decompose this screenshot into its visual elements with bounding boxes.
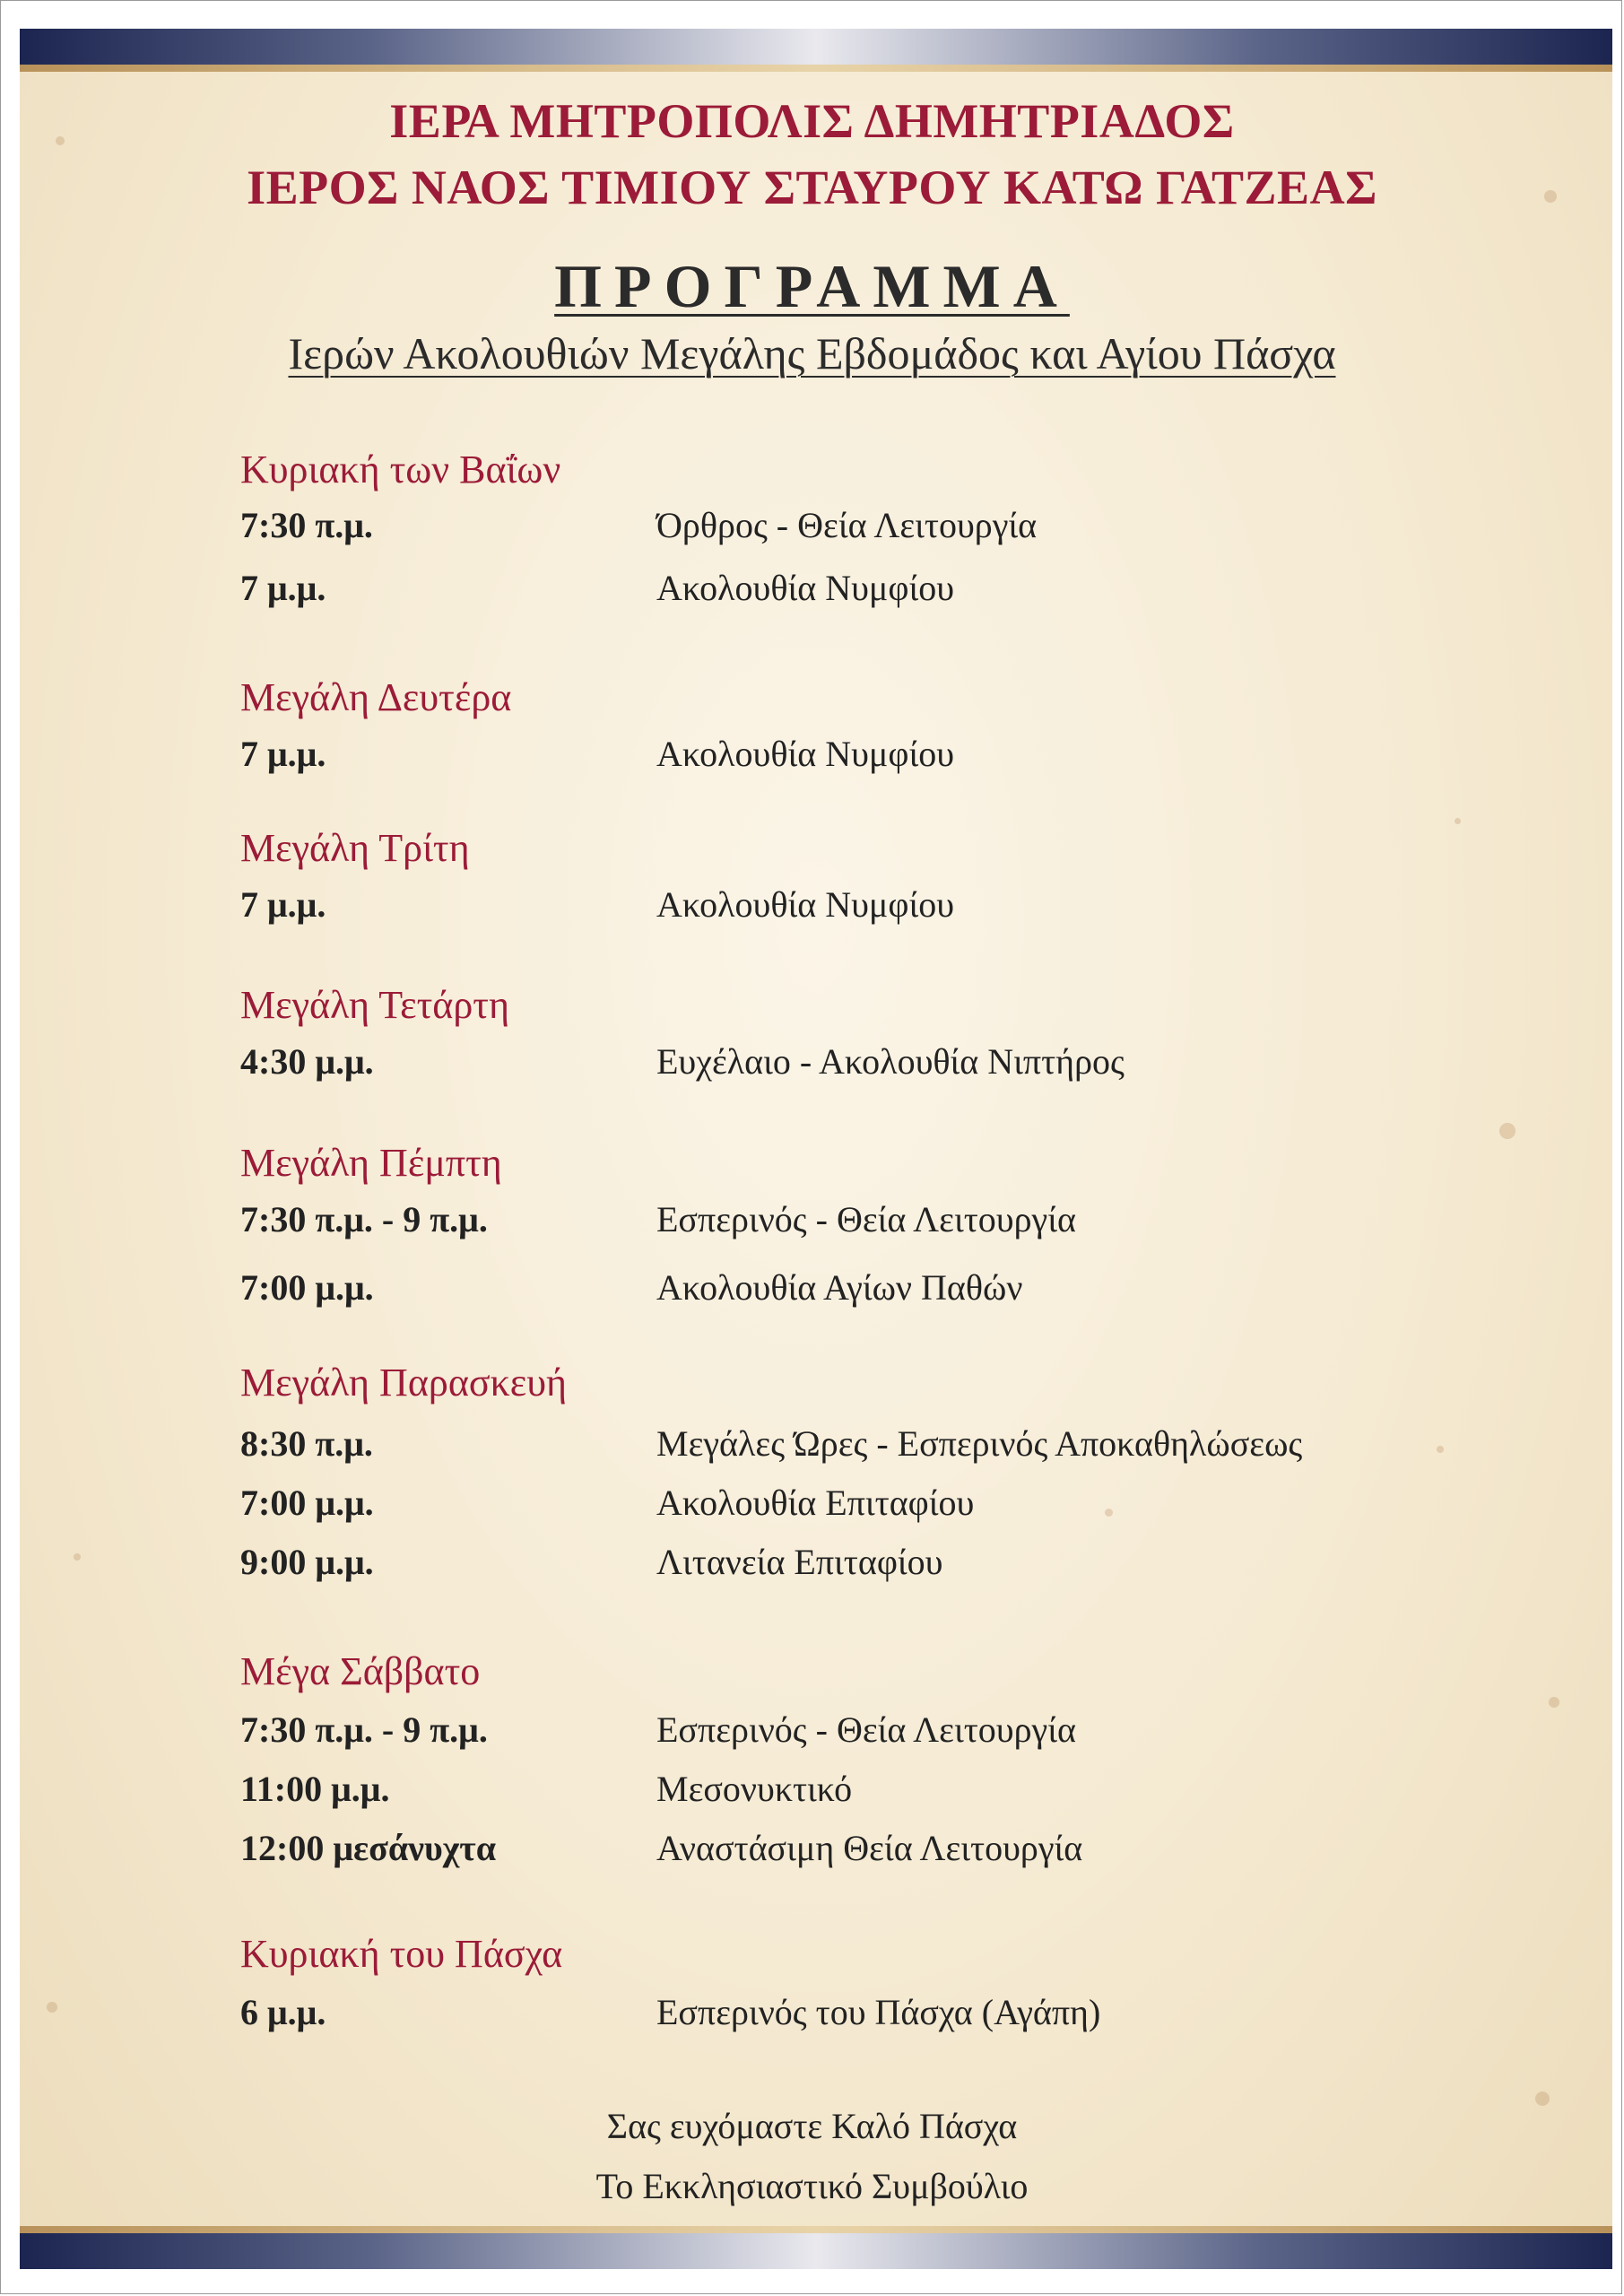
service-name: Όρθρος - Θεία Λειτουργία xyxy=(656,505,1038,545)
service-time: 7 μ.μ. xyxy=(240,884,326,925)
service-time: 7:30 π.μ. xyxy=(240,505,373,545)
top-gold-line xyxy=(20,65,1612,72)
service-name: Ακολουθία Επιταφίου xyxy=(656,1483,975,1523)
service-name: Ακολουθία Νυμφίου xyxy=(656,568,955,608)
service-name: Μεσονυκτικό xyxy=(656,1769,853,1809)
day-heading: Μεγάλη Πέμπτη xyxy=(240,1141,502,1185)
service-time: 9:00 μ.μ. xyxy=(240,1542,374,1582)
service-time: 8:30 π.μ. xyxy=(240,1423,373,1464)
day-heading: Κυριακή των Βαΐων xyxy=(240,448,561,491)
service-time: 6 μ.μ. xyxy=(240,1992,326,2032)
bottom-decorative-band xyxy=(20,2233,1612,2269)
day-heading: Μεγάλη Τετάρτη xyxy=(240,983,509,1027)
church-heading: ΙΕΡΟΣ ΝΑΟΣ ΤΙΜΙΟΥ ΣΤΑΥΡΟΥ ΚΑΤΩ ΓΑΤΖΕΑΣ xyxy=(247,161,1377,214)
service-time: 4:30 μ.μ. xyxy=(240,1041,374,1082)
service-name: Εσπερινός του Πάσχα (Αγάπη) xyxy=(656,1992,1101,2032)
service-time: 7 μ.μ. xyxy=(240,568,326,608)
service-time: 7:30 π.μ. - 9 π.μ. xyxy=(240,1709,488,1750)
service-name: Αναστάσιμη Θεία Λειτουργία xyxy=(656,1828,1083,1868)
service-name: Ακολουθία Νυμφίου xyxy=(656,884,955,925)
bottom-gold-line xyxy=(20,2226,1612,2233)
day-heading: Μεγάλη Παρασκευή xyxy=(240,1361,568,1405)
service-name: Ακολουθία Αγίων Παθών xyxy=(656,1267,1023,1308)
day-heading: Μεγάλη Δευτέρα xyxy=(240,675,512,719)
service-name: Μεγάλες Ώρες - Εσπερινός Αποκαθηλώσεως xyxy=(656,1423,1303,1464)
service-time: 7 μ.μ. xyxy=(240,734,326,774)
service-name: Εσπερινός - Θεία Λειτουργία xyxy=(656,1709,1076,1750)
church-council-signature: Το Εκκλησιαστικό Συμβούλιο xyxy=(595,2166,1029,2206)
service-name: Εσπερινός - Θεία Λειτουργία xyxy=(656,1199,1076,1239)
service-name: Λιτανεία Επιταφίου xyxy=(656,1542,943,1582)
easter-greeting: Σας ευχόμαστε Καλό Πάσχα xyxy=(606,2106,1018,2146)
day-heading: Μεγάλη Τρίτη xyxy=(240,826,470,870)
service-time: 11:00 μ.μ. xyxy=(240,1769,390,1809)
service-time: 7:00 μ.μ. xyxy=(240,1267,374,1308)
top-decorative-band xyxy=(20,29,1612,65)
program-title: ΠΡΟΓΡΑΜΜΑ xyxy=(554,252,1070,320)
day-heading: Μέγα Σάββατο xyxy=(240,1649,481,1693)
metropolis-heading: ΙΕΡΑ ΜΗΤΡΟΠΟΛΙΣ ΔΗΜΗΤΡΙΑΔΟΣ xyxy=(389,94,1235,148)
day-heading: Κυριακή του Πάσχα xyxy=(240,1932,563,1976)
service-name: Ακολουθία Νυμφίου xyxy=(656,734,955,774)
program-subtitle: Ιερών Ακολουθιών Μεγάλης Εβδομάδος και Αγίου Πάσχα xyxy=(288,328,1336,378)
service-time: 7:00 μ.μ. xyxy=(240,1483,374,1523)
service-name: Ευχέλαιο - Ακολουθία Νιπτήρος xyxy=(656,1041,1125,1082)
service-time: 12:00 μεσάνυχτα xyxy=(240,1828,497,1868)
service-time: 7:30 π.μ. - 9 π.μ. xyxy=(240,1199,488,1239)
